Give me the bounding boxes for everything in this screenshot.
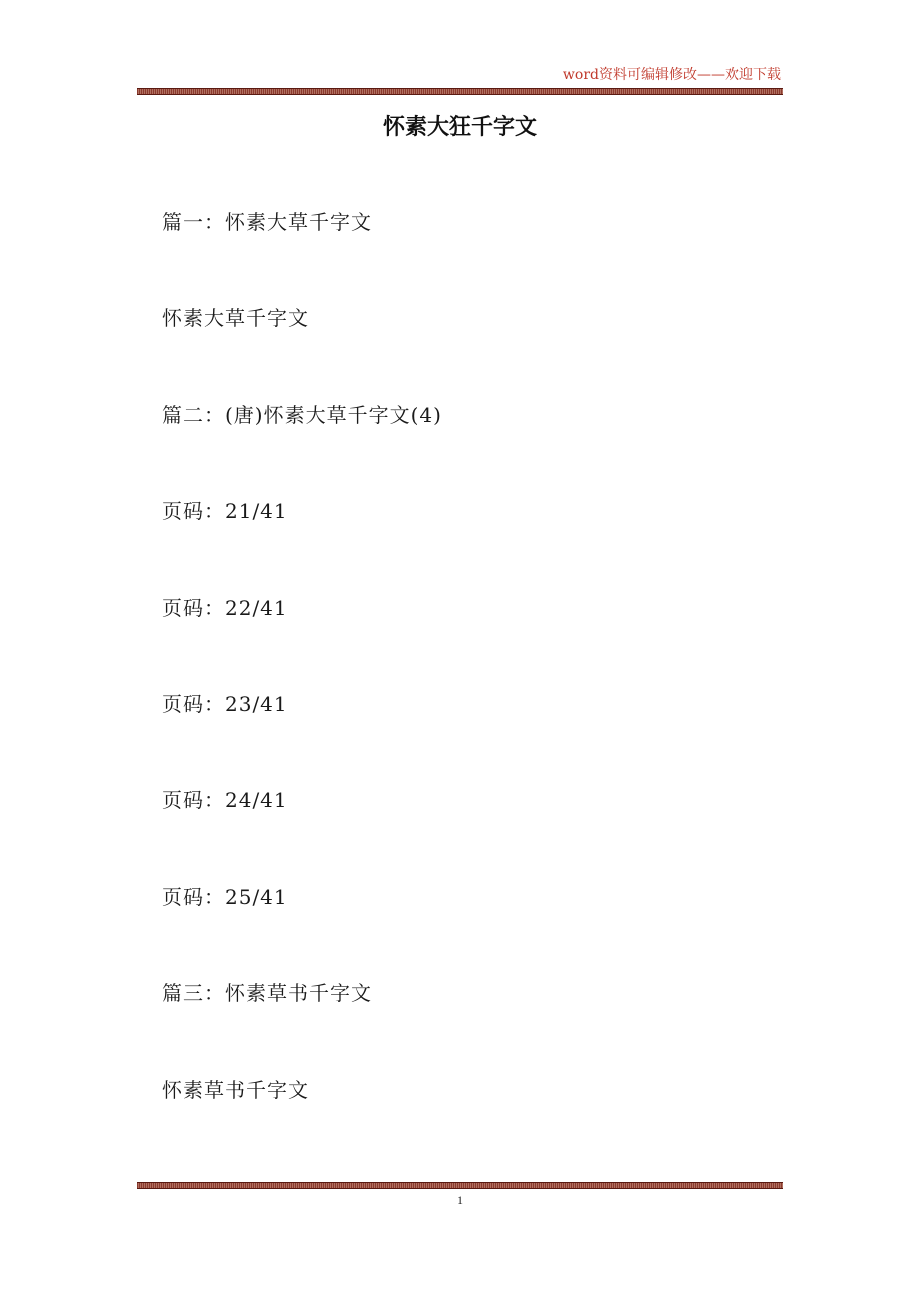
section-heading-1: 篇一：怀素大草千字文 — [162, 210, 372, 234]
section-heading-2: 篇二：(唐)怀素大草千字文(4) — [162, 402, 442, 427]
page-ref-line: 页码：25/41 — [162, 884, 288, 909]
header-banner: word资料可编辑修改——欢迎下载 — [562, 67, 781, 83]
document-title: 怀素大狂千字文 — [382, 115, 537, 140]
page-ref-line: 页码：23/41 — [162, 691, 288, 716]
document-body — [162, 204, 442, 1168]
page-number: 1 — [457, 1193, 463, 1207]
footer-rule — [137, 1182, 783, 1189]
page-ref-line: 页码：21/41 — [162, 499, 288, 524]
page-ref-line: 页码：22/41 — [162, 595, 288, 620]
body-line: 怀素大草千字文 — [162, 306, 309, 331]
body-line: 怀素草书千字文 — [162, 1077, 309, 1102]
page-ref-line: 页码：24/41 — [162, 788, 288, 813]
section-heading-3: 篇三：怀素草书千字文 — [162, 981, 372, 1006]
header-rule — [137, 88, 783, 95]
